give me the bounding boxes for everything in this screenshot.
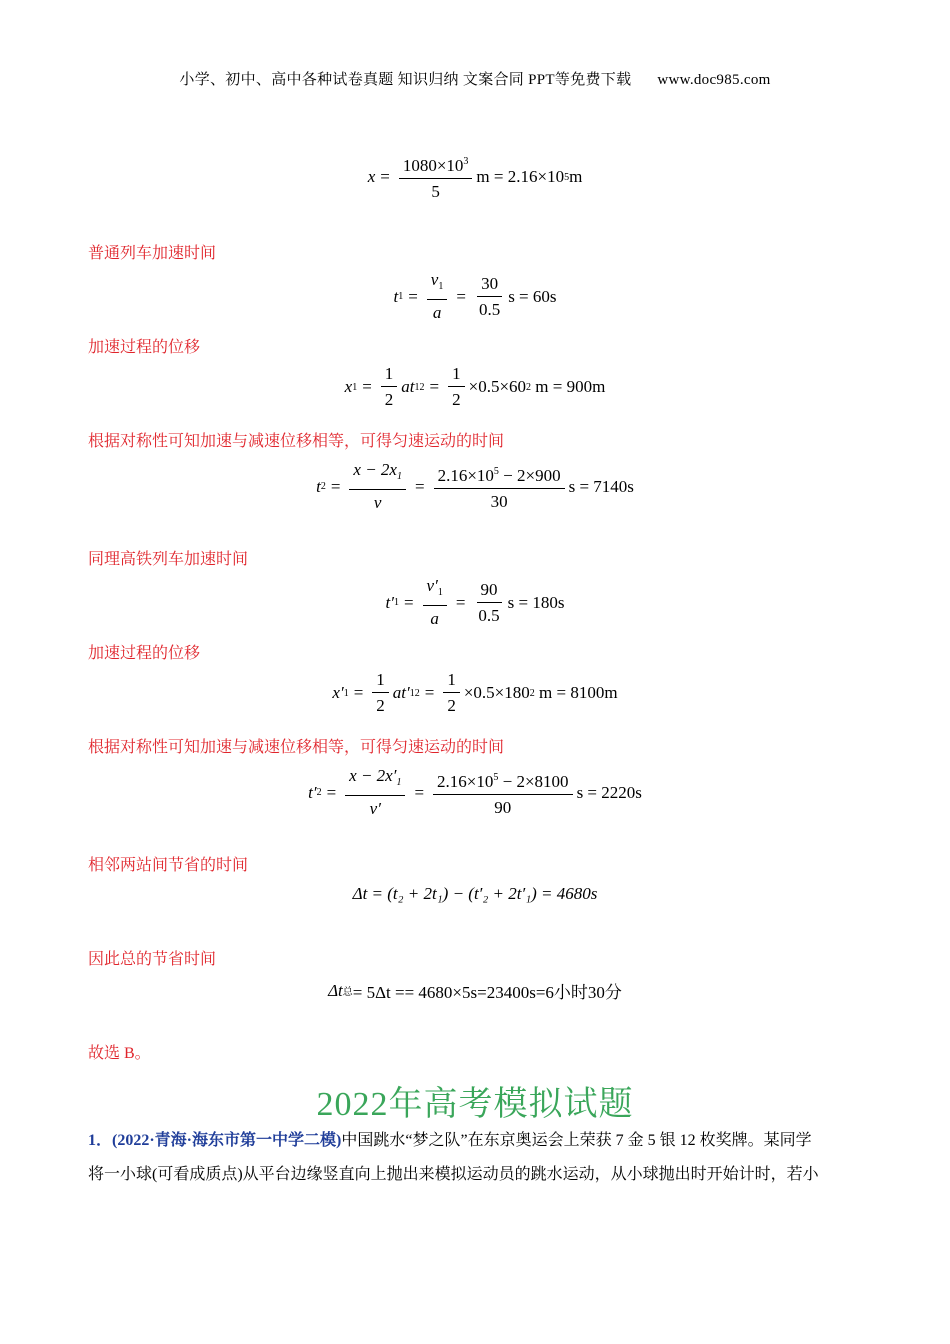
question-number: 1． bbox=[88, 1132, 113, 1149]
label-hsr-accel-time: 同理高铁列车加速时间 bbox=[88, 551, 249, 568]
page-header bbox=[0, 68, 950, 89]
label-uniform-time-2: 根据对称性可知加速与减速位移相等，可得匀速运动的时间 bbox=[88, 739, 505, 756]
equation-t2: t 2 = $\frac{x - 2x_1}{v}$ = $\frac{2.16\times 10^5 - 2\times 900}{30}$ s = 7140s bbox=[316, 460, 634, 512]
label-normal-accel-time: 普通列车加速时间 bbox=[88, 245, 217, 262]
equation-x-total: x = $\frac{1080\times 10^3}{5}$ m = 2.16×10 5 m bbox=[0, 152, 950, 202]
label-total-saved-time: 因此总的节省时间 bbox=[88, 951, 217, 968]
section-title: 2022年高考模拟试题 bbox=[316, 1086, 634, 1123]
question-source: (2022·青海·海东市第一中学二模) bbox=[112, 1132, 342, 1149]
equation-delta-t: Δt = (t₂ + 2t₁) − (t′₂ + 2t′₁) = 4680s bbox=[352, 884, 598, 903]
answer-text: 故选 B。 bbox=[88, 1045, 151, 1062]
equation-t2-prime: t′ 2 = $\frac{x - 2x'_1}{v'}$ = $\frac{2.16\times 10^5 - 2\times 8100}{90}$ s = 2220s bbox=[308, 766, 642, 818]
label-saved-time-adjacent: 相邻两站间节省的时间 bbox=[88, 857, 249, 874]
equation-t1: t 1 = $\frac{v_1}{a}$ = $\frac{30}{0.5}$ s = 60s bbox=[393, 270, 557, 322]
question-1 bbox=[88, 1124, 868, 1192]
equation-x1-prime: x′ 1 = $\frac{1}{2}$ at′ 1 2 = $\frac{1}{2}$ ×0.5×180 2 m = 8100m bbox=[332, 670, 618, 715]
question-line-2: 将一小球(可看成质点)从平台边缘竖直向上抛出来模拟运动员的跳水运动，从小球抛出时开始计时，若小 bbox=[88, 1166, 819, 1183]
header-url[interactable]: www.doc985.com bbox=[657, 72, 771, 88]
equation-t1-prime: t′ 1 = $\frac{v'_1}{a}$ = $\frac{90}{0.5}$ s = 180s bbox=[385, 576, 565, 628]
question-line-1: 1．(2022·青海·海东市第一中学二模)中国跳水“梦之队”在东京奥运会上荣获 7 金 5 银 12 枚奖牌。某同学 bbox=[88, 1132, 812, 1149]
label-accel-displacement-1: 加速过程的位移 bbox=[88, 339, 201, 356]
header-text: 小学、初中、高中各种试卷真题 知识归纳 文案合同 PPT等免费下载 bbox=[179, 72, 632, 88]
equation-x1: x 1 = $\frac{1}{2}$ at 1 2 = $\frac{1}{2}$ ×0.5×60 2 m = 900m bbox=[344, 364, 606, 409]
label-uniform-time-1: 根据对称性可知加速与减速位移相等，可得匀速运动的时间 bbox=[88, 433, 505, 450]
equation-delta-t-total: Δt 总 = 5Δt == 4680×5s=23400s=6小时30分 bbox=[328, 980, 622, 1002]
label-accel-displacement-2: 加速过程的位移 bbox=[88, 645, 201, 662]
